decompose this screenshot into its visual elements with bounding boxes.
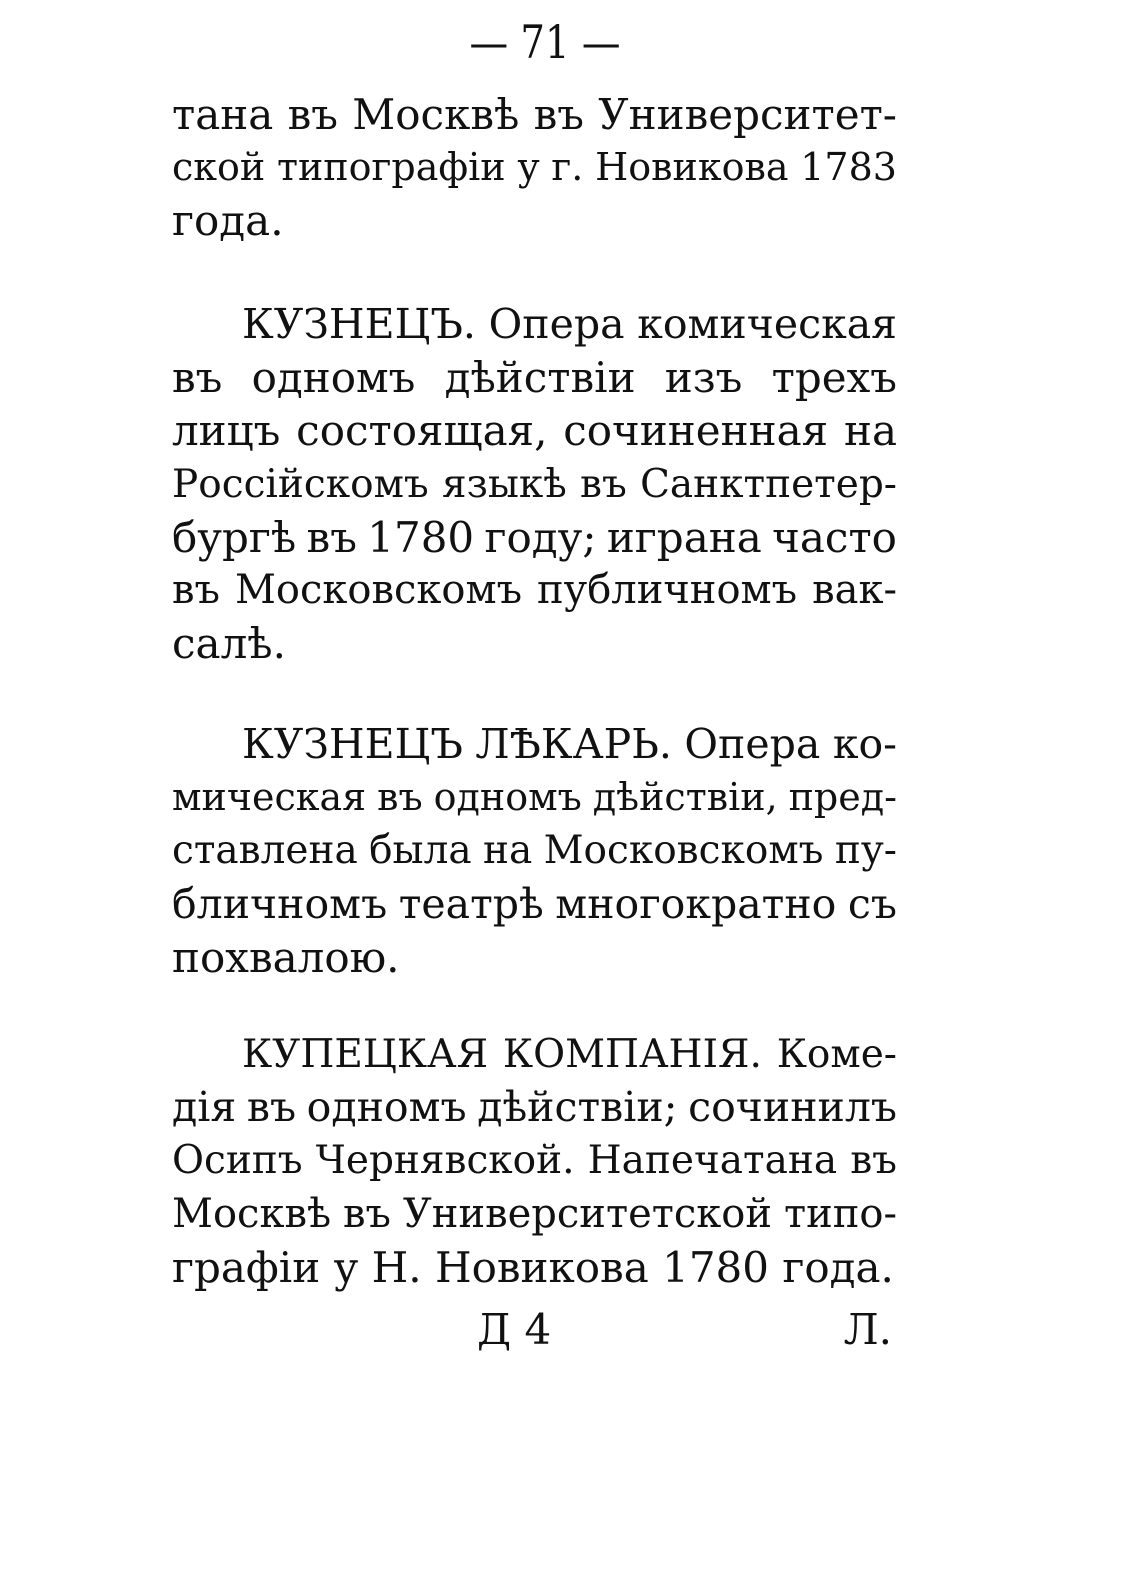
word: Россійскомъ xyxy=(172,461,429,507)
word: дія xyxy=(172,1083,237,1132)
word: Московскомъ xyxy=(543,828,824,874)
text-line xyxy=(172,1081,897,1134)
word: Санктпетер- xyxy=(640,461,897,507)
page-number: — 71 — xyxy=(469,15,621,69)
word: Университет- xyxy=(598,90,897,139)
text-line xyxy=(172,88,897,141)
word: съ xyxy=(847,879,897,928)
paragraph xyxy=(172,718,897,984)
text-line xyxy=(172,351,897,404)
word: Коме- xyxy=(776,1032,897,1077)
word: публичномъ xyxy=(537,566,798,613)
word: КУЗНЕЦЪ xyxy=(242,720,463,768)
word: Новикова xyxy=(595,145,789,190)
word: въ xyxy=(343,1190,391,1237)
word: г. xyxy=(551,145,584,190)
word: играна xyxy=(606,512,762,562)
word: сочиненная xyxy=(563,406,829,456)
word: въ xyxy=(533,90,584,139)
text-line xyxy=(172,141,897,194)
word: КУЗНЕЦЪ. xyxy=(242,300,476,348)
word: пред- xyxy=(788,775,897,820)
word: Чернявской. xyxy=(315,1138,575,1184)
word: дѣйствіи, xyxy=(592,775,778,820)
word: 1783 xyxy=(800,145,897,190)
word: ЛѢКАРЬ. xyxy=(475,720,672,768)
word: лицъ xyxy=(172,406,281,456)
word: въ xyxy=(306,512,357,562)
text-line xyxy=(172,718,897,771)
word: одномъ xyxy=(306,1083,467,1132)
signature-mark: Д 4 xyxy=(477,1305,552,1354)
text-line xyxy=(172,1188,897,1241)
word: на xyxy=(482,828,533,874)
paragraph xyxy=(172,298,897,670)
word: КОМПАНІЯ. xyxy=(502,1032,762,1077)
paragraph xyxy=(172,88,897,248)
word: театрѣ xyxy=(398,879,544,928)
word: Московскомъ xyxy=(234,566,523,613)
text-line xyxy=(172,1134,897,1187)
signature-line xyxy=(172,1300,892,1360)
word: бличномъ xyxy=(172,879,388,928)
text-line: графіи у Н. Новикова 1780 года. xyxy=(172,1242,894,1292)
text-line xyxy=(172,771,897,824)
word: пу- xyxy=(834,828,897,874)
word: въ xyxy=(580,461,627,507)
word: вак- xyxy=(812,566,897,613)
word: году; xyxy=(484,512,597,562)
word: въ xyxy=(377,775,423,820)
word: дѣйствіи xyxy=(444,353,636,403)
word: мическая xyxy=(172,775,367,820)
word: 1780 xyxy=(367,512,475,562)
paragraph xyxy=(172,1028,897,1294)
word: въ xyxy=(287,90,338,139)
word: Напечатана xyxy=(587,1138,838,1184)
word: состоящая, xyxy=(296,406,548,456)
text-line xyxy=(172,824,897,877)
word: въ xyxy=(850,1138,897,1184)
text-line xyxy=(172,878,897,931)
word: Опера xyxy=(488,300,625,348)
word: бургѣ xyxy=(172,512,297,562)
text-line: года. xyxy=(172,196,284,246)
word: Университетской xyxy=(402,1190,773,1237)
text-line xyxy=(172,298,897,351)
word: въ xyxy=(172,353,223,403)
word: КУПЕЦКАЯ xyxy=(242,1032,489,1077)
word: сочинилъ xyxy=(688,1083,897,1132)
word: Москвѣ xyxy=(172,1190,332,1237)
word: въ xyxy=(172,566,220,613)
word: ко- xyxy=(832,720,897,768)
text-line xyxy=(172,458,897,511)
word: ской xyxy=(172,145,266,190)
text-line xyxy=(172,1028,897,1081)
word: Москвѣ xyxy=(352,90,520,139)
word: въ xyxy=(246,1083,297,1132)
word: на xyxy=(843,406,897,456)
word: типографіи xyxy=(276,145,506,190)
word: многократно xyxy=(555,879,837,928)
word: изъ xyxy=(664,353,743,403)
text-line: похвалою. xyxy=(172,932,400,982)
text-line: салѣ. xyxy=(172,619,286,669)
word: тана xyxy=(172,90,274,139)
word: типо- xyxy=(783,1190,897,1237)
word: одномъ xyxy=(433,775,582,820)
word: дѣйствіи; xyxy=(477,1083,678,1132)
word: у xyxy=(517,145,540,190)
word: трехъ xyxy=(771,353,897,403)
word: Опера xyxy=(684,720,821,768)
word: ставлена xyxy=(172,828,358,874)
word: комическая xyxy=(637,300,897,348)
word: часто xyxy=(772,512,897,562)
word: одномъ xyxy=(251,353,416,403)
text-line xyxy=(172,511,897,564)
text-line xyxy=(172,404,897,457)
catchword: Л. xyxy=(843,1305,892,1354)
word: Осипъ xyxy=(172,1138,303,1184)
word: языкѣ xyxy=(441,461,567,507)
text-line xyxy=(172,564,897,617)
word: была xyxy=(369,828,472,874)
